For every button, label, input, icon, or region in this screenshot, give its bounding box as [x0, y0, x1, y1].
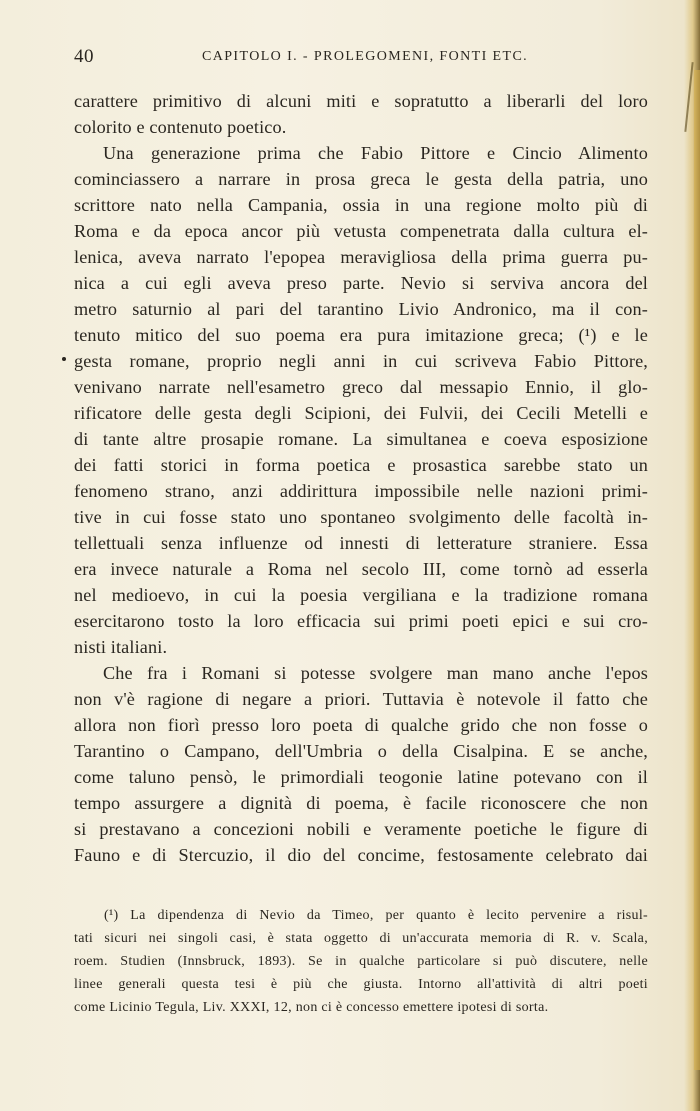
text-line: tellettuali senza influenze od innesti di letterature straniere. Essa	[74, 533, 648, 553]
text-line: lenica, aveva narrato l'epopea meravigliosa della prima guerra pu-	[74, 247, 648, 267]
text-line: era invece naturale a Roma nel secolo III, come tornò ad esserla	[74, 559, 648, 579]
text-line: Roma e da epoca ancor più vetusta compenetrata dalla cultura el-	[74, 221, 648, 241]
text-line: Fauno e di Stercuzio, il dio del concime, festosamente celebrato dai	[74, 845, 648, 865]
text-line: Tarantino o Campano, dell'Umbria o della Cisalpina. E se anche,	[74, 741, 648, 761]
footnote-line: linee generali questa tesi è più che giusta. Intorno all'attività di altri poeti	[74, 977, 648, 992]
text-line: Che fra i Romani si potesse svolgere man mano anche l'epos	[103, 663, 648, 683]
body-text	[74, 88, 648, 868]
footnotes	[74, 904, 648, 1019]
page-number: 40	[74, 46, 94, 67]
text-line: allora non fiorì presso loro poeta di qualche grido che non fosse o	[74, 715, 648, 735]
running-head: CAPITOLO I. - PROLEGOMENI, FONTI ETC.	[202, 49, 529, 64]
footnote-line: roem. Studien (Innsbruck, 1893). Se in qualche particolare si può discutere, nelle	[74, 954, 648, 969]
text-line: nel medioevo, in cui la poesia vergiliana e la tradizione romana	[74, 585, 648, 605]
text-line: non v'è ragione di negare a priori. Tuttavia è notevole il fatto che	[74, 689, 648, 709]
text-line: esercitarono tosto la loro efficacia sui primi poeti epici e sui cro-	[74, 611, 648, 631]
footnote-line: come Licinio Tegula, Liv. XXXI, 12, non ci è concesso emettere ipotesi di sorta.	[74, 1000, 549, 1015]
text-line: carattere primitivo di alcuni miti e sopratutto a liberarli del loro	[74, 91, 648, 111]
text-line: nica a cui egli aveva preso parte. Nevio si serviva ancora del	[74, 273, 648, 293]
text-line: cominciassero a narrare in prosa greca le gesta della patria, uno	[74, 169, 648, 189]
text-line: tempo assurgere a dignità di poema, è facile riconoscere che non	[74, 793, 648, 813]
page-header	[74, 46, 648, 74]
text-line: fenomeno strano, anzi addirittura impossibile nelle nazioni primi-	[74, 481, 648, 501]
text-line: metro saturnio al pari del tarantino Livio Andronico, ma il con-	[74, 299, 648, 319]
text-line: venivano narrate nell'esametro greco dal messapio Ennio, il glo-	[74, 377, 648, 397]
text-line: gesta romane, proprio negli anni in cui scriveva Fabio Pittore,	[74, 351, 648, 371]
text-line: colorito e contenuto poetico.	[74, 117, 287, 137]
text-line: dei fatti storici in forma poetica e prosastica sarebbe stato un	[74, 455, 648, 475]
text-line: tenuto mitico del suo poema era pura imitazione greca; (¹) e le	[74, 325, 648, 345]
text-line: rificatore delle gesta degli Scipioni, dei Fulvii, dei Cecili Metelli e	[74, 403, 648, 423]
text-line: di tante altre prosapie romane. La simultanea e coeva esposizione	[74, 429, 648, 449]
text-line: si prestavano a concezioni nobili e veramente poetiche le figure di	[74, 819, 648, 839]
text-line: Una generazione prima che Fabio Pittore e Cincio Alimento	[103, 143, 648, 163]
margin-mark	[62, 357, 66, 361]
text-line: tive in cui fosse stato uno spontaneo svolgimento delle facoltà in-	[74, 507, 648, 527]
text-line: nisti italiani.	[74, 637, 168, 657]
page-edge-strip	[694, 70, 700, 1070]
footnote-line: (¹) La dipendenza di Nevio da Timeo, per quanto è lecito pervenire a risul-	[104, 908, 648, 923]
text-line: scrittore nato nella Campania, ossia in una regione molto più di	[74, 195, 648, 215]
footnote-line: tati sicuri nei singoli casi, è stata oggetto di un'accurata memoria di R. v. Scala,	[74, 931, 648, 946]
text-line: come taluno pensò, le primordiali teogonie latine potevano con il	[74, 767, 648, 787]
